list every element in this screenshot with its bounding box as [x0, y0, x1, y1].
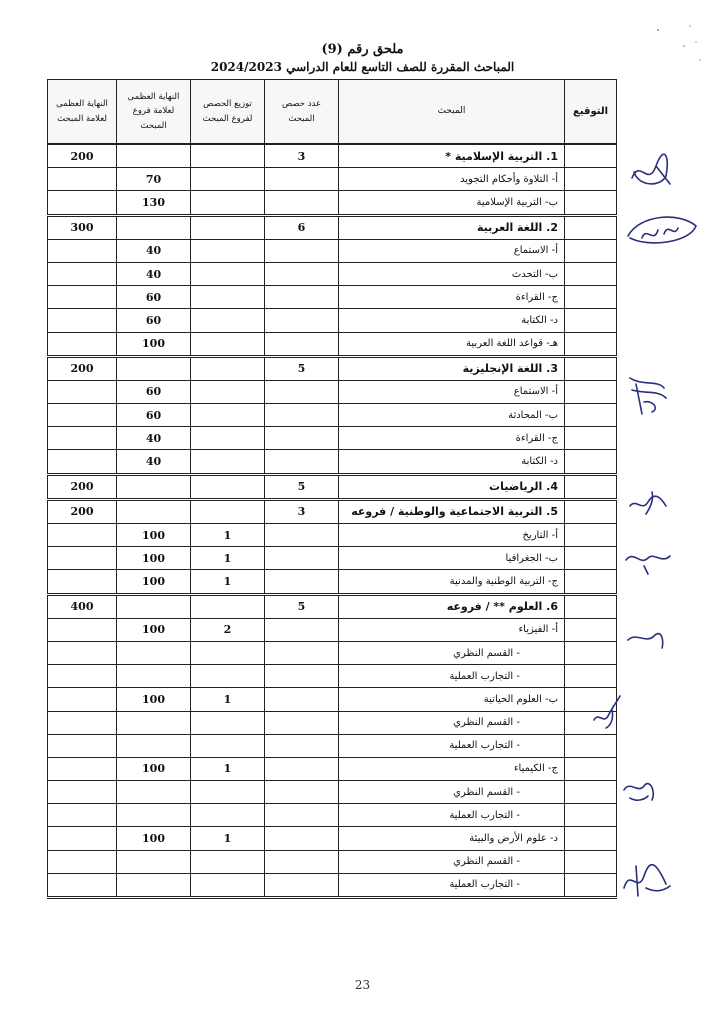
subject-max-cell — [48, 450, 117, 474]
periods-distribution-cell — [191, 499, 265, 523]
periods-cell — [265, 404, 339, 427]
branch-name — [339, 757, 565, 780]
branch-label: أ- الاستماع — [513, 245, 558, 257]
periods-distribution-cell: 1 — [191, 688, 265, 711]
branch-max-cell: 60 — [117, 404, 191, 427]
annex-title: ملحق رقم (9) — [321, 42, 404, 57]
subject-name — [339, 215, 565, 239]
periods-cell — [265, 873, 339, 897]
branch-label: ب- المحادثة — [508, 409, 558, 421]
subject-max-cell — [48, 380, 117, 403]
branch-label: - التجارب العملية — [449, 670, 520, 682]
periods-cell: 3 — [265, 499, 339, 523]
subject-max-cell — [48, 427, 117, 450]
periods-cell — [265, 665, 339, 688]
subject-name — [339, 474, 565, 499]
periods-cell — [265, 239, 339, 262]
signature-cell — [565, 356, 617, 380]
branch-name — [339, 380, 565, 403]
subject-name — [339, 594, 565, 618]
branch-max-cell — [117, 215, 191, 239]
subject-max-cell: 200 — [48, 474, 117, 499]
section-row — [48, 594, 617, 618]
subject-max-cell — [48, 286, 117, 309]
scan-specks-icon — [650, 20, 710, 80]
branch-max-cell — [117, 594, 191, 618]
branch-row — [48, 427, 617, 450]
branch-row — [48, 286, 617, 309]
subject-max-cell — [48, 873, 117, 897]
branch-name — [339, 309, 565, 332]
branch-max-cell — [117, 804, 191, 827]
branch-label: - القسم النظري — [453, 856, 520, 868]
signature-cell — [565, 665, 617, 688]
signature-cell — [565, 286, 617, 309]
periods-cell — [265, 286, 339, 309]
subject-max-cell — [48, 618, 117, 641]
periods-cell — [265, 618, 339, 641]
branch-row — [48, 757, 617, 780]
periods-cell — [265, 191, 339, 215]
branch-name — [339, 873, 565, 897]
periods-distribution-cell — [191, 404, 265, 427]
signature-cell — [565, 144, 617, 168]
table-header-row — [48, 80, 617, 145]
subject-max-cell — [48, 850, 117, 873]
subject-max-cell — [48, 404, 117, 427]
branch-max-cell — [117, 665, 191, 688]
branch-row — [48, 380, 617, 403]
signature-cell — [565, 873, 617, 897]
periods-cell — [265, 450, 339, 474]
branch-max-cell: 100 — [117, 570, 191, 594]
branch-name — [339, 524, 565, 547]
branch-label: - القسم النظري — [453, 647, 520, 659]
signature-3-icon — [622, 372, 672, 416]
subject-max-cell — [48, 665, 117, 688]
subject-name — [339, 499, 565, 523]
branch-max-cell — [117, 711, 191, 734]
periods-distribution-cell — [191, 427, 265, 450]
signature-cell — [565, 781, 617, 804]
signature-cell — [565, 594, 617, 618]
signature-cell — [565, 734, 617, 757]
signature-cell — [565, 474, 617, 499]
branch-label: ب- العلوم الحياتية — [483, 693, 558, 705]
document-subtitle: المباحث المقررة للصف التاسع للعام الدراسي 2024/2023 — [210, 60, 515, 74]
periods-distribution-cell — [191, 191, 265, 215]
signature-cell — [565, 332, 617, 356]
periods-distribution-cell — [191, 641, 265, 664]
periods-cell — [265, 524, 339, 547]
branch-max-cell: 70 — [117, 168, 191, 191]
branch-max-cell: 100 — [117, 618, 191, 641]
header-subject: المبحث — [339, 80, 565, 145]
header-branch-max: النهاية العظمى لعلامة فروع المبحث — [117, 80, 191, 145]
signature-cell — [565, 757, 617, 780]
section-row — [48, 499, 617, 523]
subject-label: 6. العلوم ** / فروعه — [446, 600, 558, 614]
branch-label: ب- الجغرافيا — [505, 552, 558, 564]
subjects-table — [47, 79, 617, 899]
signature-6-icon — [620, 618, 670, 662]
header-signature: التوقيع — [565, 80, 617, 145]
branch-label: - القسم النظري — [453, 717, 520, 729]
periods-distribution-cell — [191, 665, 265, 688]
periods-cell — [265, 734, 339, 757]
signature-cell — [565, 404, 617, 427]
branch-row — [48, 734, 617, 757]
periods-distribution-cell — [191, 711, 265, 734]
branch-max-cell: 40 — [117, 262, 191, 285]
periods-distribution-cell: 1 — [191, 570, 265, 594]
periods-distribution-cell — [191, 781, 265, 804]
subject-label: 4. الرياضيات — [489, 480, 558, 494]
periods-distribution-cell — [191, 450, 265, 474]
signature-cell — [565, 450, 617, 474]
periods-distribution-cell — [191, 594, 265, 618]
signature-cell — [565, 191, 617, 215]
section-row — [48, 144, 617, 168]
periods-cell: 5 — [265, 594, 339, 618]
signature-cell — [565, 547, 617, 570]
subject-max-cell — [48, 191, 117, 215]
signature-4-icon — [624, 478, 674, 522]
header-subject-max: النهاية العظمى لعلامة المبحث — [48, 80, 117, 145]
branch-max-cell: 60 — [117, 380, 191, 403]
branch-row — [48, 873, 617, 897]
branch-max-cell — [117, 356, 191, 380]
branch-name — [339, 427, 565, 450]
periods-distribution-cell — [191, 262, 265, 285]
branch-name — [339, 262, 565, 285]
branch-row — [48, 641, 617, 664]
subject-max-cell — [48, 309, 117, 332]
branch-name — [339, 804, 565, 827]
periods-distribution-cell — [191, 239, 265, 262]
branch-row — [48, 239, 617, 262]
subject-max-cell — [48, 827, 117, 850]
periods-cell — [265, 757, 339, 780]
signature-8-icon — [616, 770, 666, 814]
branch-name — [339, 404, 565, 427]
periods-cell — [265, 332, 339, 356]
periods-cell — [265, 168, 339, 191]
periods-distribution-cell — [191, 873, 265, 897]
branch-row — [48, 711, 617, 734]
branch-max-cell: 60 — [117, 286, 191, 309]
subject-max-cell — [48, 804, 117, 827]
periods-cell — [265, 570, 339, 594]
branch-max-cell: 40 — [117, 427, 191, 450]
periods-cell: 5 — [265, 474, 339, 499]
branch-max-cell — [117, 850, 191, 873]
table-body — [48, 144, 617, 898]
signature-cell — [565, 499, 617, 523]
section-row — [48, 215, 617, 239]
subject-label: 2. اللغة العربية — [476, 221, 558, 235]
subject-max-cell — [48, 641, 117, 664]
subject-max-cell: 200 — [48, 144, 117, 168]
branch-label: أ- الاستماع — [513, 386, 558, 398]
branch-row — [48, 618, 617, 641]
periods-cell — [265, 262, 339, 285]
branch-label: - القسم النظري — [453, 786, 520, 798]
branch-name — [339, 827, 565, 850]
branch-row — [48, 665, 617, 688]
subject-max-cell — [48, 262, 117, 285]
periods-distribution-cell — [191, 734, 265, 757]
periods-distribution-cell — [191, 474, 265, 499]
branch-label: ج- التربية الوطنية والمدنية — [449, 575, 558, 587]
branch-max-cell: 100 — [117, 757, 191, 780]
subject-max-cell: 200 — [48, 356, 117, 380]
branch-label: د- الكتابة — [521, 314, 558, 326]
branch-name — [339, 191, 565, 215]
periods-cell — [265, 804, 339, 827]
branch-name — [339, 450, 565, 474]
branch-max-cell: 40 — [117, 239, 191, 262]
signature-cell — [565, 262, 617, 285]
periods-cell — [265, 850, 339, 873]
periods-cell: 3 — [265, 144, 339, 168]
signature-cell — [565, 168, 617, 191]
subject-max-cell — [48, 711, 117, 734]
periods-distribution-cell — [191, 286, 265, 309]
branch-label: - التجارب العملية — [449, 809, 520, 821]
subject-max-cell — [48, 688, 117, 711]
branch-name — [339, 332, 565, 356]
branch-max-cell: 100 — [117, 688, 191, 711]
branch-label: د- الكتابة — [521, 456, 558, 468]
branch-max-cell: 100 — [117, 332, 191, 356]
branch-label: ج- الكيمياء — [513, 763, 558, 775]
signature-cell — [565, 827, 617, 850]
branch-row — [48, 309, 617, 332]
branch-name — [339, 547, 565, 570]
periods-distribution-cell — [191, 309, 265, 332]
subject-label: 3. اللغة الإنجليزية — [462, 362, 558, 376]
subject-label: 1. التربية الإسلامية * — [445, 149, 558, 163]
branch-name — [339, 734, 565, 757]
branch-name — [339, 618, 565, 641]
subject-max-cell: 200 — [48, 499, 117, 523]
periods-distribution-cell — [191, 215, 265, 239]
periods-distribution-cell: 1 — [191, 757, 265, 780]
subject-max-cell — [48, 781, 117, 804]
signature-2-icon — [620, 208, 702, 252]
subject-max-cell — [48, 168, 117, 191]
signature-cell — [565, 215, 617, 239]
branch-name — [339, 286, 565, 309]
branch-name — [339, 641, 565, 664]
branch-label: أ- الفيزياء — [518, 624, 558, 636]
signature-cell — [565, 641, 617, 664]
signature-cell — [565, 239, 617, 262]
branch-label: ب- التربية الإسلامية — [476, 196, 558, 208]
periods-cell — [265, 547, 339, 570]
signature-cell — [565, 524, 617, 547]
signature-cell — [565, 380, 617, 403]
periods-cell: 5 — [265, 356, 339, 380]
branch-name — [339, 781, 565, 804]
branch-label: ج- القراءة — [515, 432, 558, 444]
branch-name — [339, 711, 565, 734]
signature-cell — [565, 570, 617, 594]
branch-max-cell: 100 — [117, 827, 191, 850]
page-number: 23 — [354, 978, 371, 992]
branch-label: - التجارب العملية — [449, 740, 520, 752]
signature-cell — [565, 618, 617, 641]
branch-max-cell: 100 — [117, 547, 191, 570]
branch-label: أ- التلاوة وأحكام التجويد — [460, 173, 558, 185]
subject-max-cell — [48, 332, 117, 356]
section-row — [48, 356, 617, 380]
branch-row — [48, 404, 617, 427]
periods-distribution-cell: 1 — [191, 547, 265, 570]
branch-name — [339, 168, 565, 191]
branch-label: أ- التاريخ — [522, 529, 558, 541]
section-row — [48, 474, 617, 499]
branch-row — [48, 524, 617, 547]
periods-distribution-cell — [191, 804, 265, 827]
subject-label: 5. التربية الاجتماعية والوطنية / فروعه — [351, 505, 558, 519]
branch-row — [48, 191, 617, 215]
branch-row — [48, 547, 617, 570]
branch-max-cell — [117, 641, 191, 664]
branch-name — [339, 570, 565, 594]
branch-label: د- علوم الأرض والبيئة — [469, 833, 558, 845]
periods-distribution-cell — [191, 332, 265, 356]
branch-max-cell: 130 — [117, 191, 191, 215]
branch-row — [48, 168, 617, 191]
subject-max-cell — [48, 547, 117, 570]
periods-distribution-cell — [191, 144, 265, 168]
periods-distribution-cell — [191, 380, 265, 403]
periods-distribution-cell: 1 — [191, 827, 265, 850]
branch-name — [339, 688, 565, 711]
periods-cell — [265, 641, 339, 664]
branch-max-cell: 60 — [117, 309, 191, 332]
signature-5-icon — [618, 536, 674, 580]
header-periods-distribution: توزيع الحصص لفروع المبحث — [191, 80, 265, 145]
branch-row — [48, 450, 617, 474]
periods-cell — [265, 309, 339, 332]
branch-max-cell — [117, 873, 191, 897]
branch-row — [48, 570, 617, 594]
branch-max-cell — [117, 781, 191, 804]
branch-max-cell — [117, 499, 191, 523]
periods-distribution-cell: 1 — [191, 524, 265, 547]
periods-distribution-cell — [191, 168, 265, 191]
subject-max-cell — [48, 570, 117, 594]
periods-cell: 6 — [265, 215, 339, 239]
periods-distribution-cell — [191, 356, 265, 380]
periods-cell — [265, 380, 339, 403]
branch-max-cell: 40 — [117, 450, 191, 474]
branch-name — [339, 665, 565, 688]
branch-label: ج- القراءة — [515, 291, 558, 303]
branch-row — [48, 688, 617, 711]
branch-row — [48, 850, 617, 873]
signature-7-icon — [588, 690, 628, 734]
signature-cell — [565, 850, 617, 873]
branch-label: - التجارب العملية — [449, 879, 520, 891]
branch-row — [48, 804, 617, 827]
periods-cell — [265, 781, 339, 804]
branch-name — [339, 239, 565, 262]
periods-distribution-cell: 2 — [191, 618, 265, 641]
periods-cell — [265, 827, 339, 850]
branch-row — [48, 262, 617, 285]
subject-max-cell: 400 — [48, 594, 117, 618]
signature-9-icon — [616, 848, 676, 904]
subject-max-cell: 300 — [48, 215, 117, 239]
subject-max-cell — [48, 757, 117, 780]
signature-cell — [565, 804, 617, 827]
branch-max-cell: 100 — [117, 524, 191, 547]
periods-distribution-cell — [191, 850, 265, 873]
branch-label: هـ- قواعد اللغة العربية — [466, 338, 558, 350]
branch-max-cell — [117, 144, 191, 168]
subject-max-cell — [48, 239, 117, 262]
subject-name — [339, 144, 565, 168]
branch-max-cell — [117, 734, 191, 757]
branch-max-cell — [117, 474, 191, 499]
branch-label: ب- التحدث — [511, 268, 558, 280]
header-periods: عدد حصص المبحث — [265, 80, 339, 145]
branch-name — [339, 850, 565, 873]
subject-max-cell — [48, 524, 117, 547]
branch-row — [48, 332, 617, 356]
signature-cell — [565, 427, 617, 450]
signature-1-icon — [626, 148, 676, 192]
subject-max-cell — [48, 734, 117, 757]
periods-cell — [265, 711, 339, 734]
signature-cell — [565, 309, 617, 332]
branch-row — [48, 827, 617, 850]
subject-name — [339, 356, 565, 380]
periods-cell — [265, 688, 339, 711]
periods-cell — [265, 427, 339, 450]
branch-row — [48, 781, 617, 804]
